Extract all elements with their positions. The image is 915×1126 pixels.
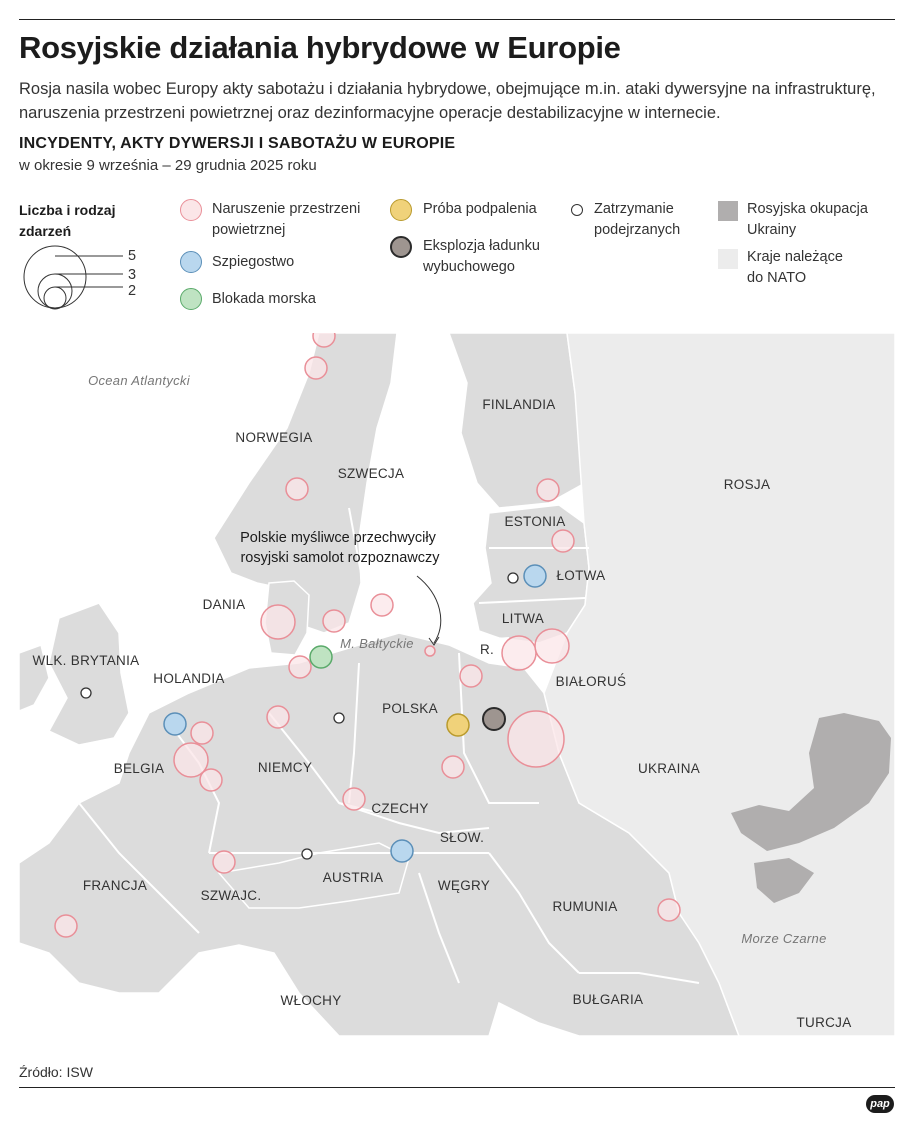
label-francja: FRANCJA	[82, 878, 148, 893]
label-austria: AUSTRIA	[322, 870, 384, 885]
incident-espionage	[391, 840, 413, 862]
incident-detention	[302, 849, 312, 859]
bottom-rule	[19, 1087, 895, 1088]
label-holandia: HOLANDIA	[153, 671, 225, 686]
label-szwajcaria: SZWAJC.	[200, 888, 262, 903]
size-legend-circle-5	[24, 246, 86, 308]
incident-detention	[508, 573, 518, 583]
label-wlk-brytania: WLK. BRYTANIA	[32, 653, 140, 668]
incident-airspace	[658, 899, 680, 921]
label-finlandia: FINLANDIA	[482, 397, 556, 412]
incident-airspace	[425, 646, 435, 656]
europe-map	[19, 333, 895, 1036]
legend-explosion-symbol	[390, 236, 412, 258]
legend-detention-symbol	[571, 204, 583, 216]
incident-naval-blockade	[310, 646, 332, 668]
label-czechy: CZECHY	[371, 801, 429, 816]
incident-airspace	[55, 915, 77, 937]
incident-detention	[334, 713, 344, 723]
legend-espionage-label: Szpiegostwo	[212, 254, 295, 270]
size-legend-value-5: 5	[128, 248, 137, 264]
incident-explosion	[483, 708, 505, 730]
legend-explosion-label: Eksplozja ładunku wybuchowego	[423, 238, 540, 275]
incident-airspace	[442, 756, 464, 778]
label-bialorus: BIAŁORUŚ	[555, 674, 627, 689]
label-wlochy: WŁOCHY	[280, 993, 342, 1008]
incident-airspace	[460, 665, 482, 687]
label-litwa: LITWA	[501, 611, 545, 626]
legend-arson-label: Próba podpalenia	[423, 201, 537, 217]
label-belgia: BELGIA	[113, 761, 165, 776]
label-ukraina: UKRAINA	[637, 761, 701, 776]
lead-paragraph: Rosja nasila wobec Europy akty sabotażu i działania hybrydowe, obejmujące m.in. ataki dywersyjne na infrastrukturę, naruszenia przestrzeni powietrznej oraz dezinformacyjne operacje destabilizacyjne w internecie.	[19, 80, 876, 122]
map-subheading: INCYDENTY, AKTY DYWERSJI I SABOTAŻU W EUROPIE	[19, 135, 456, 152]
incident-airspace	[286, 478, 308, 500]
label-bulgaria: BUŁGARIA	[572, 992, 644, 1007]
size-legend-value-2: 2	[128, 283, 137, 299]
label-szwecja: SZWECJA	[337, 466, 405, 481]
source-note: Źródło: ISW	[19, 1064, 93, 1080]
size-legend-circle-3	[38, 274, 72, 308]
label-lotwa: ŁOTWA	[556, 568, 606, 583]
label-estonia: ESTONIA	[504, 514, 566, 529]
label-rosja: ROSJA	[723, 477, 771, 492]
label-niemcy: NIEMCY	[257, 760, 313, 775]
legend-nato-label: Kraje należące do NATO	[747, 249, 843, 286]
callout-line-1: Polskie myśliwce przechwyciły	[240, 530, 436, 546]
legend-naval-blockade-label: Blokada morska	[212, 291, 316, 307]
incident-airspace	[261, 605, 295, 639]
legend-naval-blockade-symbol	[180, 288, 202, 310]
incident-espionage	[164, 713, 186, 735]
label-dania: DANIA	[202, 597, 246, 612]
incident-airspace	[343, 788, 365, 810]
incident-arson	[447, 714, 469, 736]
incident-airspace	[552, 530, 574, 552]
page-title: Rosyjskie działania hybrydowe w Europie	[19, 30, 621, 65]
label-ocean: Ocean Atlantycki	[88, 373, 190, 388]
label-wegry: WĘGRY	[437, 878, 491, 893]
incident-airspace	[200, 769, 222, 791]
period-text: w okresie 9 września – 29 grudnia 2025 roku	[19, 157, 317, 174]
incident-airspace	[535, 629, 569, 663]
incident-airspace	[289, 656, 311, 678]
legend-arson-symbol	[390, 199, 412, 221]
size-legend-title: Liczba i rodzaj zdarzeń	[19, 202, 116, 239]
top-rule	[19, 19, 895, 20]
incident-airspace	[537, 479, 559, 501]
legend-airspace-symbol	[180, 199, 202, 221]
incident-airspace	[267, 706, 289, 728]
label-polska: POLSKA	[382, 701, 438, 716]
incident-detention	[81, 688, 91, 698]
label-slowacja: SŁOW.	[439, 830, 485, 845]
legend-airspace-label: Naruszenie przestrzeni powietrznej	[212, 201, 361, 238]
incident-airspace	[305, 357, 327, 379]
pap-logo: pap	[866, 1095, 894, 1113]
legend-nato-swatch	[718, 249, 738, 269]
legend-detention-label: Zatrzymanie podejrzanych	[594, 201, 681, 238]
incident-airspace	[508, 711, 564, 767]
callout-line-2: rosyjski samolot rozpoznawczy	[240, 550, 440, 566]
label-black-sea: Morze Czarne	[741, 931, 827, 946]
label-rumunia: RUMUNIA	[552, 899, 618, 914]
label-turcja: TURCJA	[796, 1015, 852, 1030]
incident-airspace	[323, 610, 345, 632]
incident-airspace	[213, 851, 235, 873]
incident-airspace	[191, 722, 213, 744]
legend-espionage-symbol	[180, 251, 202, 273]
size-legend-value-3: 3	[128, 267, 137, 283]
incident-espionage	[524, 565, 546, 587]
incident-airspace	[502, 636, 536, 670]
label-norwegia: NORWEGIA	[235, 430, 313, 445]
label-baltic: M. Bałtyckie	[340, 636, 414, 651]
incident-airspace	[371, 594, 393, 616]
legend-occupation-label: Rosyjska okupacja Ukrainy	[747, 201, 868, 238]
legend-occupation-swatch	[718, 201, 738, 221]
size-legend-circle-2	[44, 287, 66, 309]
label-kaliningrad: R.	[479, 642, 495, 657]
